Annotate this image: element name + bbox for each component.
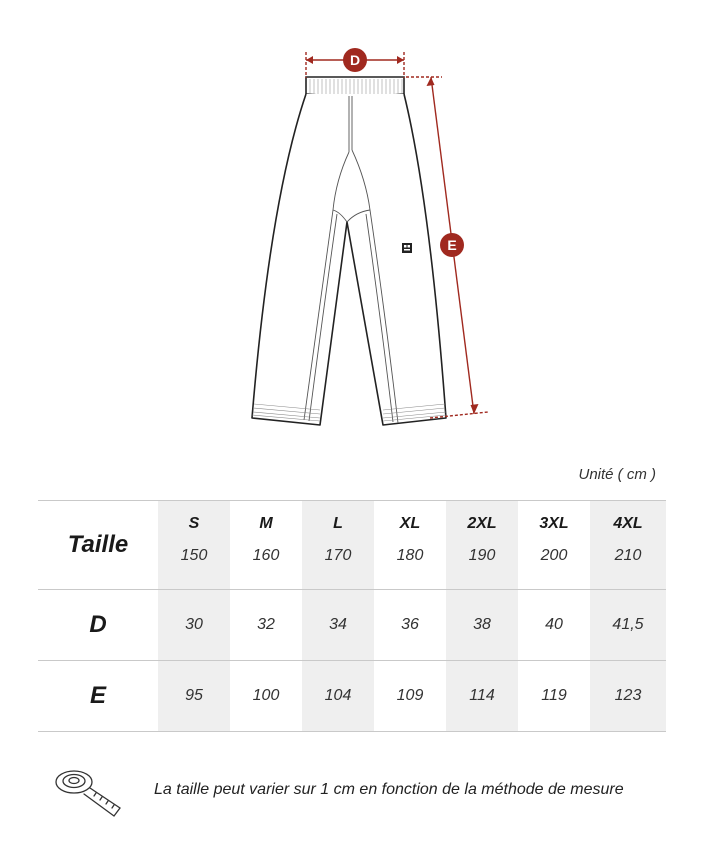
brand-logo <box>402 243 412 253</box>
size-cell: L <box>302 501 374 544</box>
measure-cell: 114 <box>446 661 518 732</box>
unit-note: Unité ( cm ) <box>578 466 656 483</box>
size-row-label: Taille <box>38 501 158 590</box>
measure-d-row-label: D <box>38 590 158 661</box>
height-cell: 150 <box>158 543 230 590</box>
measure-cell: 40 <box>518 590 590 661</box>
measure-e-row-label: E <box>38 661 158 732</box>
measure-cell: 30 <box>158 590 230 661</box>
measure-d-row <box>38 590 666 661</box>
measure-cell: 32 <box>230 590 302 661</box>
waistband <box>306 77 404 96</box>
height-cell: 200 <box>518 543 590 590</box>
measure-cell: 36 <box>374 590 446 661</box>
measure-cell: 119 <box>518 661 590 732</box>
measure-e-badge <box>440 233 464 257</box>
height-cell: 190 <box>446 543 518 590</box>
size-cell: 4XL <box>590 501 666 544</box>
measure-e-row <box>38 661 666 732</box>
size-cell: S <box>158 501 230 544</box>
measure-cell: 95 <box>158 661 230 732</box>
measure-cell: 100 <box>230 661 302 732</box>
svg-text:E: E <box>447 237 457 253</box>
size-cell: M <box>230 501 302 544</box>
size-cell: 2XL <box>446 501 518 544</box>
height-cell: 180 <box>374 543 446 590</box>
measure-cell: 34 <box>302 590 374 661</box>
height-cell: 170 <box>302 543 374 590</box>
size-table <box>38 500 666 732</box>
measure-cell: 41,5 <box>590 590 666 661</box>
note-text: La taille peut varier sur 1 cm en fonction de la méthode de mesure <box>154 781 624 798</box>
height-cell: 210 <box>590 543 666 590</box>
measurement-note <box>48 758 678 828</box>
size-cell: 3XL <box>518 501 590 544</box>
measure-cell: 38 <box>446 590 518 661</box>
size-cell: XL <box>374 501 446 544</box>
measure-cell: 109 <box>374 661 446 732</box>
measuring-tape-icon <box>50 762 130 822</box>
svg-text:D: D <box>349 52 361 68</box>
measure-cell: 123 <box>590 661 666 732</box>
measure-d-badge <box>343 48 367 72</box>
height-cell: 160 <box>230 543 302 590</box>
measure-cell: 104 <box>302 661 374 732</box>
size-row <box>38 501 666 544</box>
